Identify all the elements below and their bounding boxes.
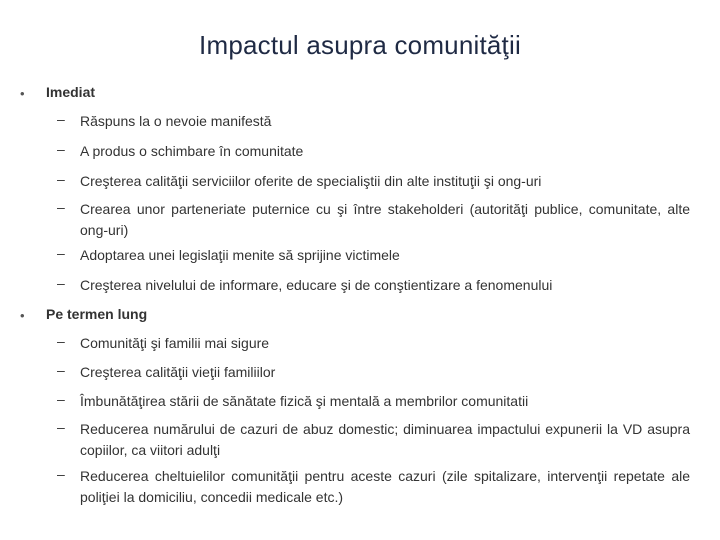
list-item-text: Răspuns la o nevoie manifestă <box>80 113 272 129</box>
list-item-text: Comunităţi şi familii mai sigure <box>80 335 270 351</box>
section-label: Pe termen lung <box>46 306 148 322</box>
section-label: Imediat <box>46 84 96 100</box>
dash-icon: – <box>57 199 65 215</box>
dash-icon: – <box>57 171 65 187</box>
dash-icon: – <box>57 333 65 349</box>
list-item-text: Reducerea cheltuielilor comunităţii pentru aceste cazuri (zile spitalizare, intervenţii repetate ale poliţiei la domiciliu, concedii medicale etc.) <box>80 468 690 505</box>
dash-icon: – <box>57 419 65 435</box>
bullet-icon: • <box>20 86 25 101</box>
list-item-text: Îmbunătăţirea stării de sănătate fizică şi mentală a membrilor comunitatii <box>80 393 529 409</box>
list-item-text: Adoptarea unei legislaţii menite să sprijine victimele <box>80 247 400 263</box>
slide-title: Impactul asupra comunităţii <box>199 30 521 60</box>
list-item-text: Crearea unor parteneriate puternice cu şi între stakeholderi (autorităţi publice, comunitate, alte ong-uri) <box>80 201 690 238</box>
list-item-text: Creşterea nivelului de informare, educare şi de conştientizare a fenomenului <box>80 277 553 293</box>
dash-icon: – <box>57 275 65 291</box>
list-item-text: A produs o schimbare în comunitate <box>80 143 304 159</box>
bullet-icon: • <box>20 308 25 323</box>
list-item-text: Reducerea numărului de cazuri de abuz domestic; diminuarea impactului expunerii la VD asupra copiilor, ca viitori adulţi <box>80 421 690 458</box>
list-item-text: Creşterea calităţii vieţii familiilor <box>80 364 276 380</box>
list-item-text: Creşterea calităţii serviciilor oferite de specialiştii din alte instituţii şi ong-uri <box>80 173 542 189</box>
dash-icon: – <box>57 391 65 407</box>
dash-icon: – <box>57 466 65 482</box>
dash-icon: – <box>57 111 65 127</box>
dash-icon: – <box>57 362 65 378</box>
dash-icon: – <box>57 141 65 157</box>
dash-icon: – <box>57 245 65 261</box>
